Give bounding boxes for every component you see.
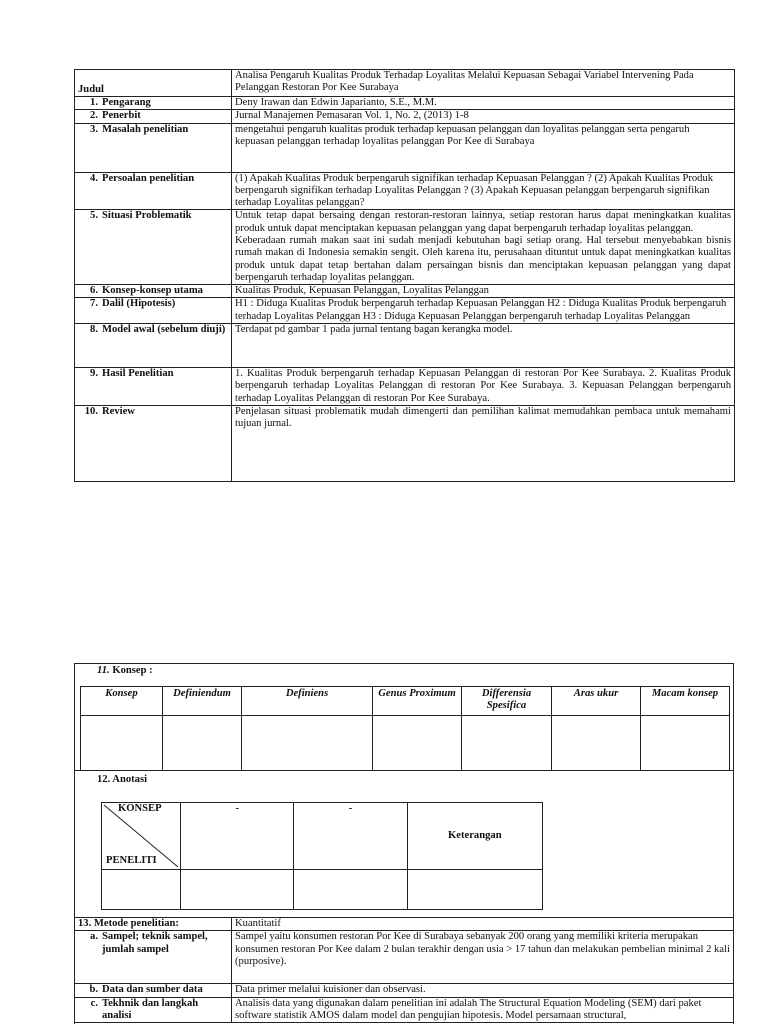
row-value-pengarang: Deny Irawan dan Edwin Japarianto, S.E., M.M. [232, 97, 735, 110]
row-label-metode: 13. Metode penelitian: [75, 918, 232, 931]
table-cell [373, 716, 462, 771]
anotasi-table [101, 802, 543, 910]
row-number: 4. [90, 172, 98, 184]
table-row [75, 97, 735, 110]
row-value-model-awal: Terdapat pd gambar 1 pada jurnal tentang bagan kerangka model. [232, 323, 735, 367]
row-label-konsep-utama [75, 285, 232, 298]
row-label-masalah [75, 123, 232, 172]
row-value-metode: Kuantitatif [232, 918, 734, 931]
table-row [75, 405, 735, 481]
row-number: c. [90, 997, 98, 1009]
row-number: 1. [90, 97, 98, 108]
row-value-data: Data primer melalui kuisioner dan observasi. [232, 984, 734, 997]
table-cell [102, 870, 181, 910]
row-label-data [75, 984, 232, 997]
table-row [102, 870, 543, 910]
row-number: 6. [90, 285, 98, 297]
konsep-heading [97, 665, 153, 677]
row-label-persoalan [75, 172, 232, 210]
row-label-text: Dalil (Hipotesis) [102, 298, 176, 310]
column-header: Definiens [242, 687, 373, 716]
table-cell [181, 870, 294, 910]
diagonal-header-cell [102, 803, 181, 870]
table-header-row [102, 803, 543, 870]
konsep-heading-number: 11. [97, 665, 110, 676]
column-header: - [294, 803, 407, 870]
table-row [75, 210, 735, 285]
row-number: 10. [84, 405, 98, 417]
table-header-row [81, 687, 730, 716]
row-value-sampel: Sampel yaitu konsumen restoran Por Kee di Surabaya sebanyak 200 orang yang memiliki kriteria merupakan konsumen restoran Por Kee dalam 2 bulan terakhir dengan usia > 17 tahun dan melakukan pembelian minimal 2 kali (purposive). [232, 931, 734, 984]
table-row [75, 285, 735, 298]
table-row [75, 323, 735, 367]
metode-table [74, 917, 734, 1023]
column-header: - [181, 803, 294, 870]
row-label-text: Persoalan penelitian [102, 172, 195, 184]
column-header: Definiendum [163, 687, 242, 716]
konsep-table [80, 686, 730, 771]
row-value-persoalan: (1) Apakah Kualitas Produk berpengaruh signifikan terhadap Kepuasan Pelanggan ? (2) Apakah Kualitas Produk berpengaruh signifikan terhadap Loyalitas Pelanggan ? (3) Apakah Kepuasan pelanggan berpengaruh signifikan terhadap Loyalitas pelanggan? [232, 172, 735, 210]
row-label-text: Tekhnik dan langkah analisi [102, 997, 199, 1021]
table-row [75, 997, 734, 1023]
row-label-text: Situasi Problematik [102, 210, 192, 222]
row-value-teknik: Analisis data yang digunakan dalam penelitian ini adalah The Structural Equation Modeling (SEM) dari paket software statistik AMOS dalam model dan pengujian hipotesis. Model persamaan structural, [232, 997, 734, 1023]
row-label-text: Review [102, 405, 135, 417]
row-label-text: Pengarang [102, 97, 151, 108]
column-header: Differensia Spesifica [462, 687, 552, 716]
column-header: Keterangan [407, 803, 542, 870]
table-row [75, 172, 735, 210]
row-value-masalah: mengetahui pengaruh kualitas produk terhadap kepuasan pelanggan dan loyalitas pelanggan serta pengaruh kepuasan pelanggan terhadap loyalitas pelanggan Por Kee di Surabaya [232, 123, 735, 172]
table-row [75, 110, 735, 123]
row-label-penerbit [75, 110, 232, 123]
row-number: a. [90, 931, 98, 943]
table-row [81, 716, 730, 771]
row-number: 7. [90, 298, 98, 310]
row-value-hasil: 1. Kualitas Produk berpengaruh terhadap Kepuasan Pelanggan di restoran Por Kee Surabaya. 2. Kualitas Produk berpengaruh terhadap Loyalitas Pelanggan di restoran Por Kee Surabaya. 3. Kepuasan Pelanggan berpengaruh terhadap Loyalitas Pelanggan di restoran Por Kee Surabaya. [232, 367, 735, 405]
corner-label-konsep: KONSEP [118, 803, 162, 814]
concept-section [74, 663, 734, 1024]
table-cell [163, 716, 242, 771]
table-cell [641, 716, 730, 771]
konsep-heading-text: Konsep : [112, 665, 153, 676]
table-cell [407, 870, 542, 910]
situasi-paragraph-1: Untuk tetap dapat bersaing dengan restoran-restoran lainnya, setiap restoran harus dapat meningkatkan kualitas produk untuk dapat menciptakan kepuasan pelanggan yang dapat berpengaruh terhadap loyalitas pelanggan. [235, 210, 731, 234]
row-number: 8. [90, 323, 98, 335]
row-label-teknik [75, 997, 232, 1023]
review-table [74, 69, 735, 482]
row-label-text: Sampel; teknik sampel, jumlah sampel [102, 931, 208, 955]
row-label-judul [75, 70, 232, 97]
row-value-situasi [232, 210, 735, 285]
row-value-dalil: H1 : Diduga Kualitas Produk berpengaruh terhadap Kepuasan Pelanggan H2 : Diduga Kualitas Produk berpengaruh terhadap Loyalitas Pelanggan H3 : Diduga Kepuasan Pelanggan berpengaruh terhadap Loyalitas Pelanggan [232, 298, 735, 324]
row-value-judul: Analisa Pengaruh Kualitas Produk Terhadap Loyalitas Melalui Kepuasan Sebagai Variabel Intervening Pada Pelanggan Restoran Por Kee Surabaya [232, 70, 735, 97]
row-value-review: Penjelasan situasi problematik mudah dimengerti dan pemilihan kalimat memudahkan pembaca untuk memahami tujuan jurnal. [232, 405, 735, 481]
column-header: Konsep [81, 687, 163, 716]
table-cell [552, 716, 641, 771]
row-label-text: Masalah penelitian [102, 123, 189, 135]
row-number: 2. [90, 110, 98, 122]
row-label-situasi [75, 210, 232, 285]
row-label-text: Judul [78, 83, 104, 95]
table-cell [462, 716, 552, 771]
diagonal-header [102, 803, 180, 869]
table-row [75, 70, 735, 97]
anotasi-heading: 12. Anotasi [97, 774, 148, 785]
table-cell [294, 870, 407, 910]
table-cell [242, 716, 373, 771]
table-cell [81, 716, 163, 771]
column-header: Genus Proximum [373, 687, 462, 716]
situasi-paragraph-2: Keberadaan rumah makan saat ini sudah menjadi kebutuhan bagi setiap orang. Hal tersebut menyebabkan bisnis rumah makan di Indonesia semakin sengit. Oleh karena itu, perusahaan dituntut untuk dapat meningkatkan kualitas produk untuk dapat tetap bertahan dalam persaingan bisnis dan menciptakan kepuasan pelanggan yang dapat berpengaruh terhadap loyalitas pelanggan. [235, 234, 731, 283]
divider [74, 770, 734, 771]
row-label-text: Data dan sumber data [102, 984, 203, 996]
row-label-hasil [75, 367, 232, 405]
row-number: b. [89, 984, 98, 996]
row-value-konsep-utama: Kualitas Produk, Kepuasan Pelanggan, Loyalitas Pelanggan [232, 285, 735, 298]
corner-label-peneliti: PENELITI [106, 854, 157, 866]
row-number: 5. [90, 210, 98, 222]
row-label-review [75, 405, 232, 481]
table-row [75, 984, 734, 997]
column-header: Aras ukur [552, 687, 641, 716]
table-row [75, 931, 734, 984]
column-header: Macam konsep [641, 687, 730, 716]
row-label-model-awal [75, 323, 232, 367]
row-label-pengarang [75, 97, 232, 110]
table-row [75, 298, 735, 324]
row-label-text: Penerbit [102, 110, 141, 122]
table-row [75, 918, 734, 931]
row-number: 3. [90, 123, 98, 135]
row-label-dalil [75, 298, 232, 324]
row-value-penerbit: Jurnal Manajemen Pemasaran Vol. 1, No. 2, (2013) 1-8 [232, 110, 735, 123]
table-row [75, 123, 735, 172]
row-label-text: Konsep-konsep utama [102, 285, 203, 297]
row-label-sampel [75, 931, 232, 984]
table-row [75, 367, 735, 405]
row-label-text: Hasil Penelitian [102, 367, 174, 379]
row-number: 9. [90, 367, 98, 379]
row-label-text: Model awal (sebelum diuji) [102, 323, 226, 335]
